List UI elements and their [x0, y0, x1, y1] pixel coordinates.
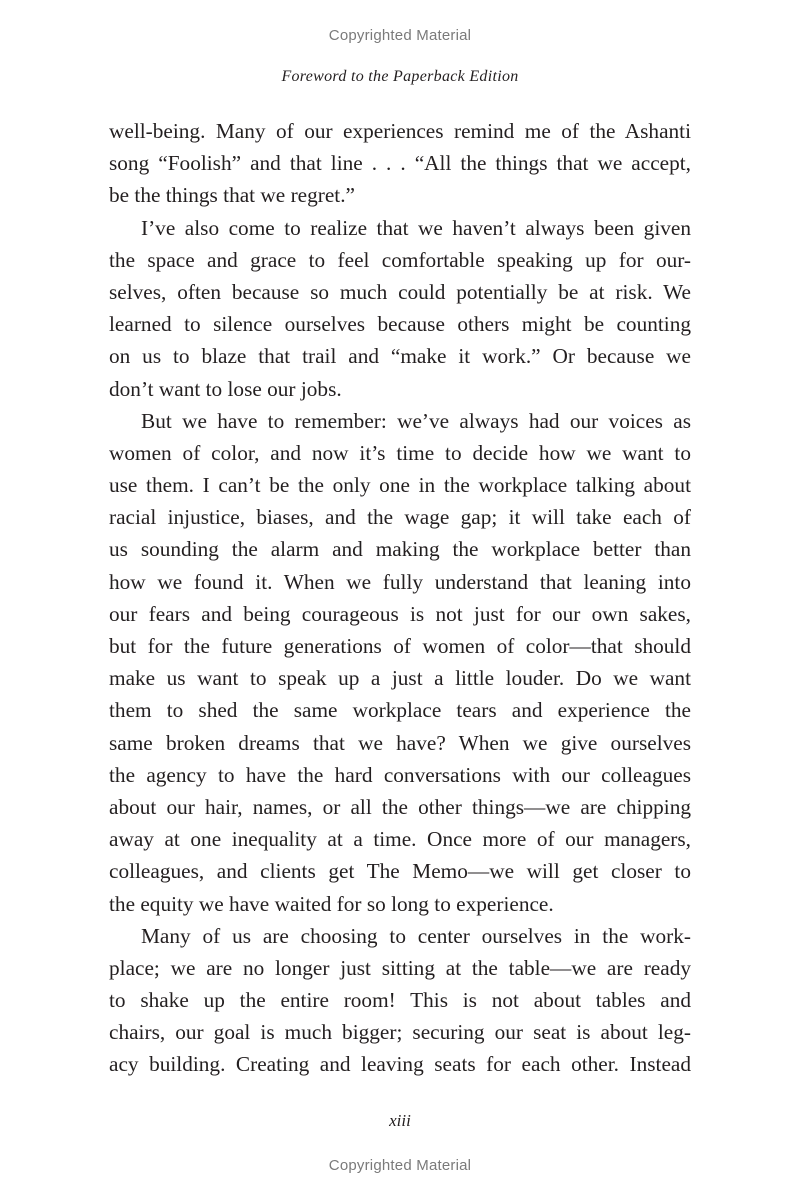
text-line: song “Foolish” and that line . . . “All the things that we accept, [109, 151, 691, 176]
text-line: make us want to speak up a just a little louder. Do we want [109, 666, 691, 691]
text-line: be the things that we regret.” [109, 183, 356, 208]
text-line: the space and grace to feel comfortable speaking up for our- [109, 247, 691, 272]
text-line: us sounding the alarm and making the workplace better than [109, 537, 691, 562]
text-line: racial injustice, biases, and the wage gap; it will take each of [109, 505, 691, 530]
paragraph [109, 115, 691, 212]
text-line: same broken dreams that we have? When we give ourselves [109, 730, 691, 755]
text-line: But we have to remember: we’ve always had our voices as [141, 408, 691, 433]
text-line: don’t want to lose our jobs. [109, 376, 342, 401]
text-line: our fears and being courageous is not just for our own sakes, [109, 601, 691, 626]
text-line: well-being. Many of our experiences remind me of the Ashanti [109, 119, 691, 143]
paragraph [109, 212, 691, 405]
text-line: to shake up the entire room! This is not about tables and [109, 988, 691, 1013]
text-line: how we found it. When we fully understand that leaning into [109, 569, 691, 594]
text-line: acy building. Creating and leaving seats for each other. Instead [109, 1052, 691, 1077]
text-line: them to shed the same workplace tears and experience the [109, 698, 691, 723]
text-line: away at one inequality at a time. Once more of our managers, [109, 827, 691, 852]
text-line: selves, often because so much could potentially be at risk. We [109, 279, 691, 304]
text-line: I’ve also come to realize that we haven’t always been given [141, 215, 691, 240]
text-line: use them. I can’t be the only one in the workplace talking about [109, 473, 691, 498]
text-line: but for the future generations of women of color—that should [109, 634, 691, 658]
text-line: learned to silence ourselves because others might be counting [109, 312, 691, 337]
paragraph [109, 920, 691, 1081]
text-line: on us to blaze that trail and “make it work.” Or because we [109, 344, 691, 369]
text-line: the agency to have the hard conversations with our colleagues [109, 762, 691, 787]
text-line: chairs, our goal is much bigger; securing our seat is about leg- [109, 1020, 691, 1045]
paragraph [109, 405, 691, 920]
page-body [109, 115, 691, 1081]
text-line: colleagues, and clients get The Memo—we will get closer to [109, 859, 691, 884]
text-line: the equity we have waited for so long to experience. [109, 891, 554, 916]
copyright-watermark-top: Copyrighted Material [328, 27, 472, 44]
running-head: Foreword to the Paperback Edition [281, 68, 519, 85]
text-line: about our hair, names, or all the other things—we are chipping [109, 794, 691, 819]
copyright-watermark-bottom: Copyrighted Material [328, 1157, 472, 1174]
text-line: women of color, and now it’s time to decide how we want to [109, 440, 691, 465]
text-line: Many of us are choosing to center ourselves in the work- [141, 923, 691, 948]
text-line: place; we are no longer just sitting at the table—we are ready [109, 955, 691, 980]
page-number: xiii [389, 1111, 411, 1130]
